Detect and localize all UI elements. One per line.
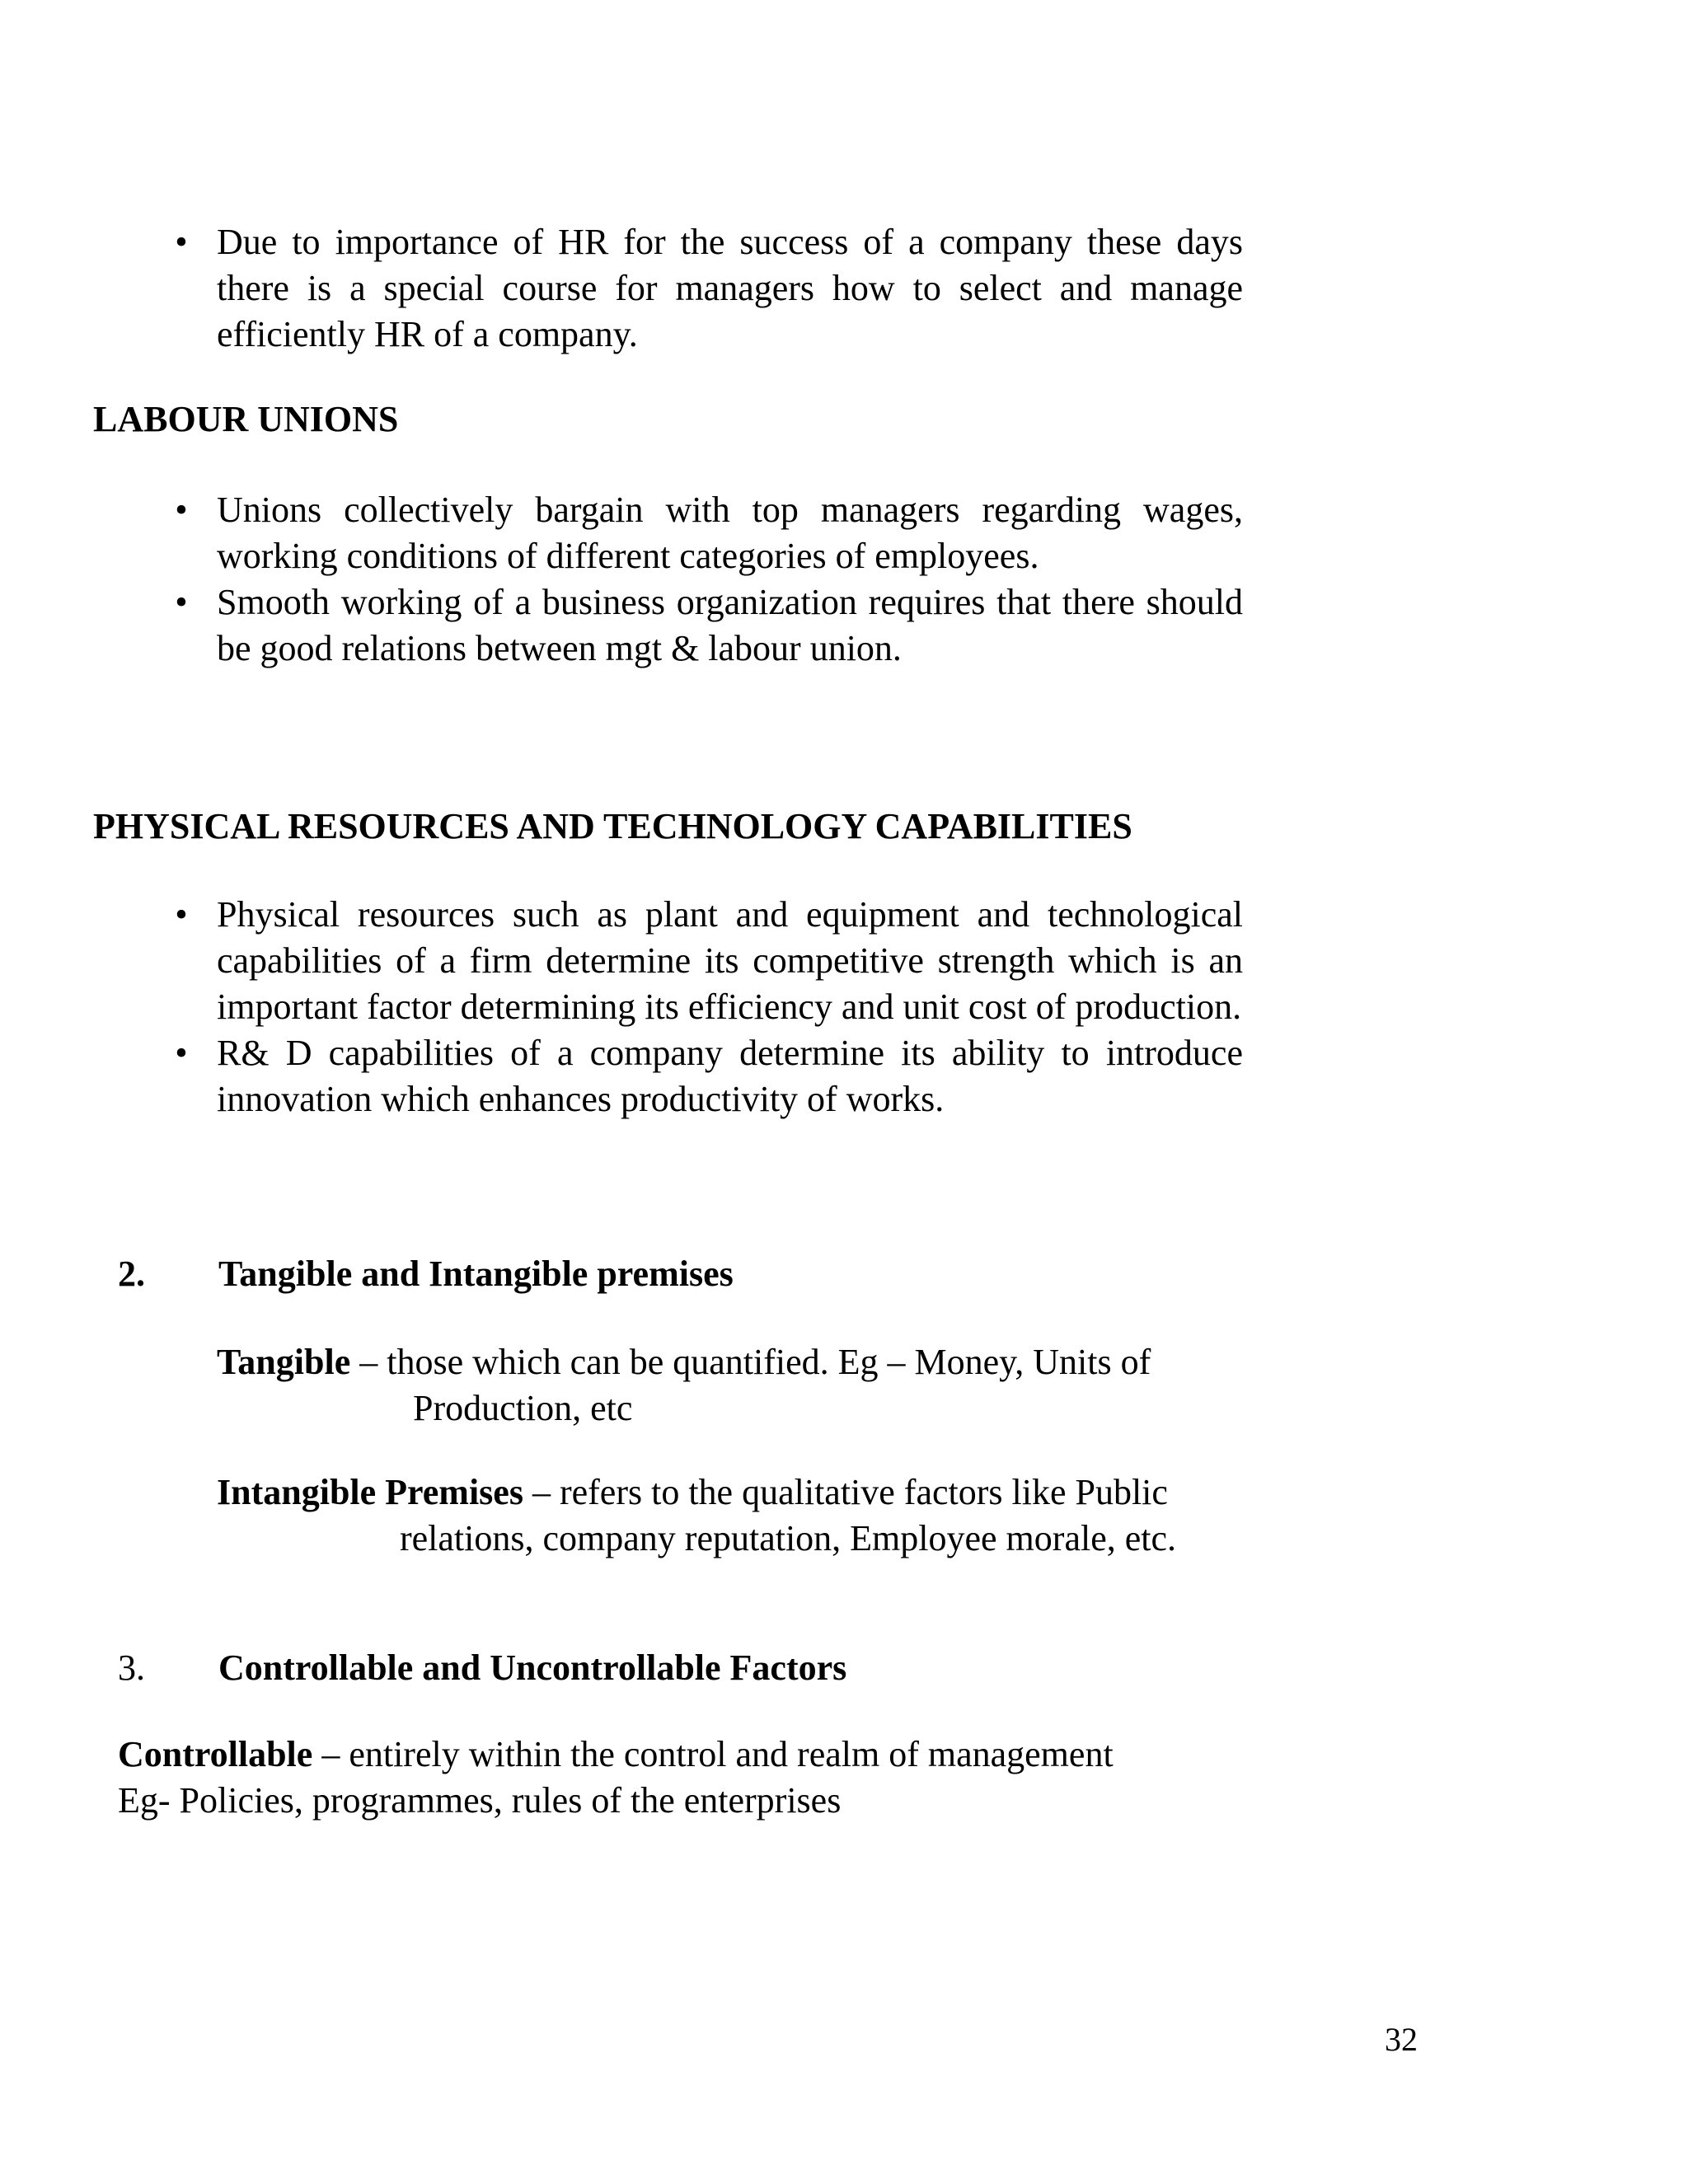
physical-resources-bullet-list <box>0 892 1688 1122</box>
controllable-definition <box>118 1732 1114 1824</box>
section-title: Tangible and Intangible premises <box>218 1254 734 1294</box>
definition-text: – entirely within the control and realm of management <box>312 1734 1114 1774</box>
physical-resources-heading: PHYSICAL RESOURCES AND TECHNOLOGY CAPABILITIES <box>93 806 1132 846</box>
bullet-text: Unions collectively bargain with top managers regarding wages, working conditions of different categories of employees. <box>217 490 1243 576</box>
bullet-icon: • <box>175 222 188 262</box>
definition-line <box>118 1732 1114 1778</box>
definition-continuation: relations, company reputation, Employee morale, etc. <box>400 1518 1177 1558</box>
definition-term: Tangible <box>217 1342 351 1382</box>
definition-continuation: Eg- Policies, programmes, rules of the enterprises <box>118 1780 842 1821</box>
intro-bullet-list <box>0 219 1688 358</box>
tangible-definition <box>217 1339 1151 1432</box>
page-number: 32 <box>1385 2021 1418 2058</box>
definition-line <box>217 1339 1151 1385</box>
bullet-icon: • <box>175 490 188 530</box>
bullet-icon: • <box>175 582 188 622</box>
section-number: 3. <box>118 1647 145 1688</box>
list-item <box>0 1030 1688 1122</box>
intangible-definition <box>217 1469 1176 1562</box>
list-item <box>0 579 1688 672</box>
labour-unions-bullet-list <box>0 487 1688 672</box>
list-item <box>0 487 1688 579</box>
definition-term: Intangible Premises <box>217 1472 523 1512</box>
bullet-text: R& D capabilities of a company determine its ability to introduce innovation which enhances productivity of works. <box>217 1033 1243 1119</box>
list-item <box>0 219 1688 358</box>
bullet-text: Due to importance of HR for the success of a company these days there is a special course for managers how to select and manage efficiently HR of a company. <box>217 222 1243 354</box>
definition-text: – refers to the qualitative factors like Public <box>523 1472 1168 1512</box>
definition-continuation: Production, etc <box>413 1388 633 1428</box>
definition-text: – those which can be quantified. Eg – Money, Units of <box>350 1342 1151 1382</box>
section-number: 2. <box>118 1254 145 1294</box>
list-item <box>0 892 1688 1030</box>
labour-unions-heading: LABOUR UNIONS <box>93 399 399 439</box>
definition-line <box>217 1469 1176 1516</box>
section-title: Controllable and Uncontrollable Factors <box>218 1647 847 1688</box>
bullet-text: Physical resources such as plant and equipment and technological capabilities of a firm determine its competitive strength which is an important factor determining its efficiency and unit cost of production. <box>217 894 1243 1027</box>
definition-term: Controllable <box>118 1734 313 1774</box>
bullet-icon: • <box>175 1033 188 1073</box>
bullet-icon: • <box>175 894 188 935</box>
bullet-text: Smooth working of a business organization requires that there should be good relations between mgt & labour union. <box>217 582 1243 668</box>
